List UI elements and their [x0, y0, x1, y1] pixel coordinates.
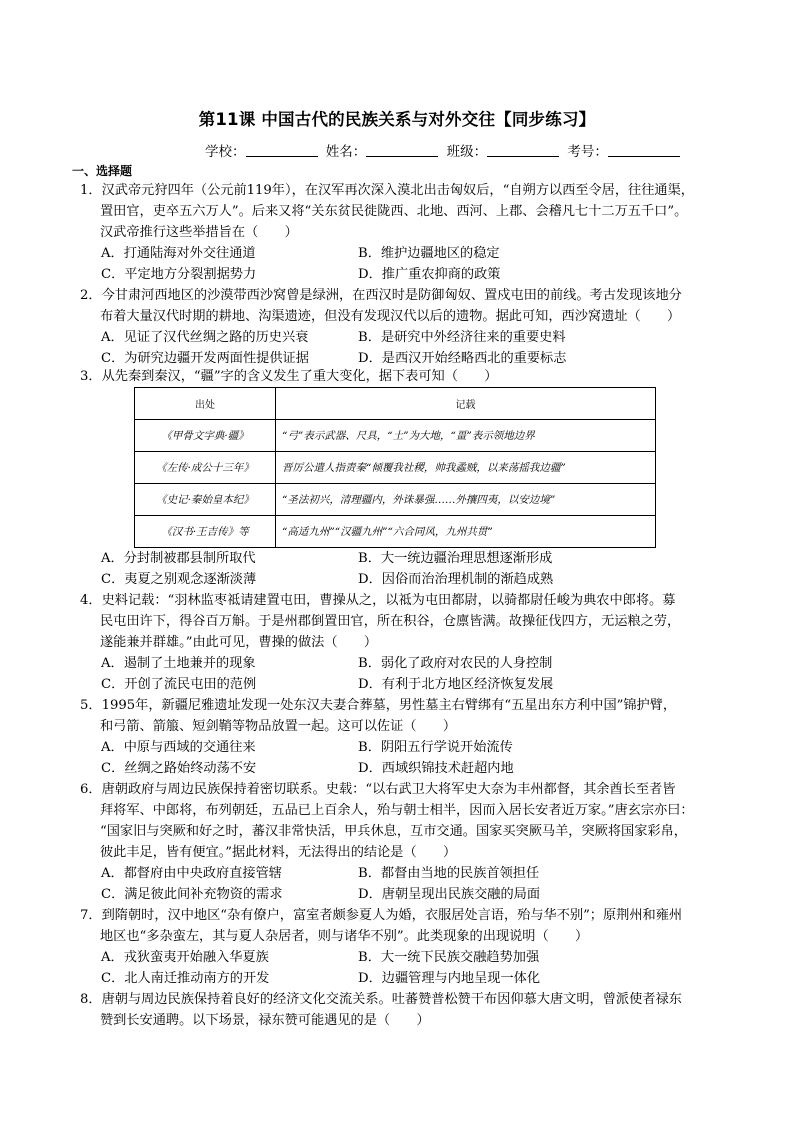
- option-c[interactable]: C．满足彼此间补充物资的需求: [101, 887, 283, 902]
- school-blank[interactable]: [246, 144, 318, 157]
- question-number: 7．: [80, 908, 102, 923]
- question-number: 8．: [80, 992, 102, 1007]
- question-line: 拜将军、中郎将，布列朝廷，五品已上百余人，殆与朝士相半，因而入居长安者近万家。”唐玄宗亦曰：: [100, 803, 694, 818]
- question-line: 和弓箭、箭箙、短剑鞘等物品放置一起。这可以佐证（ ）: [100, 719, 457, 734]
- table-cell-record: 晋厉公遣人指责秦“倾覆我社稷，帅我蟊贼，以来荡摇我边疆”: [276, 452, 656, 484]
- question-line: 5．1995年，新疆尼雅遗址发现一处东汉夫妻合葬墓，男性墓主右臂绑有“五星出东方利中国”锦护臂，: [80, 698, 677, 713]
- table-row: [135, 516, 656, 548]
- option-a[interactable]: A．都督府由中央政府直接管辖: [101, 866, 282, 881]
- option-b[interactable]: B．是研究中外经济往来的重要史料: [358, 330, 566, 345]
- question-8: [80, 989, 730, 1031]
- option-b[interactable]: B．大一统边疆治理思想逐渐形成: [358, 551, 553, 566]
- option-b[interactable]: B．阴阳五行学说开始流传: [358, 740, 513, 755]
- table-cell-source: 《左传·成公十三年》: [135, 452, 276, 484]
- question-5: [80, 695, 730, 737]
- question-7: [80, 905, 730, 947]
- question-6-options: [101, 863, 741, 905]
- option-c[interactable]: C．为研究边疆开发两面性提供证据: [101, 351, 309, 366]
- name-label: 姓名：: [325, 144, 367, 160]
- exam-number-blank[interactable]: [608, 144, 680, 157]
- question-line: 2．今甘肃河西地区的沙漠带西沙窝曾是绿洲，在西汉时是防御匈奴、置戍屯田的前线。考古发现该地分: [80, 288, 682, 303]
- table-row: [135, 452, 656, 484]
- option-c[interactable]: C．丝绸之路始终动荡不安: [101, 761, 257, 776]
- option-b[interactable]: B．维护边疆地区的稳定: [358, 246, 500, 261]
- question-3: [80, 366, 730, 387]
- question-1-options: [101, 243, 741, 285]
- question-line: 6．唐朝政府与周边民族保持着密切联系。史载：“以右武卫大将军史大奈为丰州都督，其余酋长至者皆: [80, 782, 676, 797]
- option-d[interactable]: D．唐朝呈现出民族交融的局面: [358, 887, 541, 902]
- question-line: 汉武帝推行这些举措旨在（ ）: [100, 225, 298, 240]
- question-line: 7．到隋朝时，汉中地区“杂有僚户，富室者颇参夏人为婚，衣服居处言语，殆与华不别”；原荆州和雍州: [80, 908, 683, 923]
- question-line: 8．唐朝与周边民族保持着良好的经济文化交流关系。吐蕃赞普松赞干布因仰慕大唐文明，曾派使者禄东: [80, 992, 682, 1007]
- table-header-row: [135, 388, 656, 420]
- option-c[interactable]: C．开创了流民屯田的范例: [101, 677, 257, 692]
- question-line: “国家旧与突厥和好之时，蕃汉非常快活，甲兵休息，互市交通。国家买突厥马羊，突厥将国家彩帛，: [100, 824, 687, 839]
- question-number: 1．: [80, 183, 102, 198]
- question-number: 2．: [80, 288, 102, 303]
- question-line: 1．汉武帝元狩四年（公元前119年），在汉军再次深入漠北出击匈奴后，“自朔方以西至令居，往往通渠，: [80, 183, 694, 198]
- class-blank[interactable]: [487, 144, 559, 157]
- school-label: 学校：: [205, 144, 246, 160]
- option-b[interactable]: B．弱化了政府对农民的人身控制: [358, 656, 553, 671]
- question-6: [80, 779, 730, 863]
- table-cell-record: “弓”表示武器、尺具，“土”为大地，“畺”表示领地边界: [276, 420, 656, 452]
- question-4: [80, 590, 730, 653]
- option-c[interactable]: C．夷夏之别观念逐渐淡薄: [101, 572, 257, 587]
- question-line: 3．从先秦到秦汉，“疆”字的含义发生了重大变化，据下表可知（ ）: [80, 369, 498, 384]
- option-c[interactable]: C．平定地方分裂割据势力: [101, 267, 257, 282]
- option-d[interactable]: D．是西汉开始经略西北的重要标志: [358, 351, 567, 366]
- question-number: 5．: [80, 698, 102, 713]
- name-blank[interactable]: [366, 144, 438, 157]
- question-line: 置田官，吏卒五六万人”。后来又将“关东贫民徙陇西、北地、西河、上郡、会稽凡七十二万五千口”。: [100, 204, 688, 219]
- question-number: 4．: [80, 593, 102, 608]
- question-line: 地区也“多杂蛮左，其与夏人杂居者，则与诸华不别”。此类现象的出现说明（ ）: [100, 929, 589, 944]
- option-a[interactable]: A．中原与西域的交通往来: [101, 740, 256, 755]
- table-header: 记载: [276, 388, 656, 420]
- option-d[interactable]: D．推广重农抑商的政策: [358, 267, 501, 282]
- table-cell-record: “高适九州”“汉疆九州”“六合同风，九州共贯”: [276, 516, 656, 548]
- exam-number-label: 考号：: [567, 144, 608, 160]
- option-a[interactable]: A．戎狄蛮夷开始融入华夏族: [101, 950, 269, 965]
- option-b[interactable]: B．大一统下民族交融趋势加强: [358, 950, 540, 965]
- option-a[interactable]: A．分封制被郡县制所取代: [101, 551, 256, 566]
- question-3-options: [101, 548, 741, 590]
- class-label: 班级：: [446, 144, 488, 160]
- table-cell-source: 《汉书·王吉传》等: [135, 516, 276, 548]
- question-7-options: [101, 947, 741, 989]
- question-line: 赞到长安通聘。以下场景，禄东赞可能遇见的是（ ）: [100, 1013, 430, 1028]
- option-a[interactable]: A．遏制了土地兼并的现象: [101, 656, 256, 671]
- table-cell-source: 《史记·秦始皇本纪》: [135, 484, 276, 516]
- option-d[interactable]: D．西域织锦技术赶超内地: [358, 761, 514, 776]
- table-header: 出处: [135, 388, 276, 420]
- question-line: 4．史料记载：“羽林监枣祗请建置屯田，曹操从之，以祗为屯田都尉，以骑都尉任峻为典农中郎将。募: [80, 593, 676, 608]
- question-line: 布着大量汉代时期的耕地、沟渠遗迹，但没有发现汉代以后的遗物。据此可知，西沙窝遗址（ ）: [100, 309, 681, 324]
- table-row: [135, 484, 656, 516]
- option-c[interactable]: C．北人南迁推动南方的开发: [101, 971, 270, 986]
- question-1: [80, 180, 730, 243]
- question-2-options: [101, 327, 741, 369]
- option-d[interactable]: D．因俗而治治理机制的渐趋成熟: [358, 572, 554, 587]
- question-line: 遂能兼并群雄。”由此可见，曹操的做法（ ）: [100, 635, 378, 650]
- question-number: 3．: [80, 369, 102, 384]
- question-line: 彼此丰足，皆有便宜。”据此材料，无法得出的结论是（ ）: [100, 845, 457, 860]
- table-cell-record: “圣法初兴，清理疆内，外诛暴强……外攘四夷，以安边境”: [276, 484, 656, 516]
- section-heading: 一、选择题: [72, 164, 133, 178]
- table-row: [135, 420, 656, 452]
- question-number: 6．: [80, 782, 102, 797]
- page-title: 第11课 中国古代的民族关系与对外交往【同步练习】: [198, 110, 596, 129]
- option-d[interactable]: D．边疆管理与内地呈现一体化: [358, 971, 541, 986]
- option-d[interactable]: D．有利于北方地区经济恢复发展: [358, 677, 554, 692]
- option-a[interactable]: A．打通陆海对外交往通道: [101, 246, 256, 261]
- question-4-options: [101, 653, 741, 695]
- question-line: 民屯田许下，得谷百万斛。于是州郡倒置田官，所在积谷，仓廪皆满。故操征伐四方，无运粮之劳，: [100, 614, 681, 629]
- student-info-line: [205, 140, 684, 160]
- table-cell-source: 《甲骨文字典·疆》: [135, 420, 276, 452]
- option-b[interactable]: B．都督由当地的民族首领担任: [358, 866, 540, 881]
- source-table: [134, 387, 656, 548]
- option-a[interactable]: A．见证了汉代丝绸之路的历史兴衰: [101, 330, 309, 345]
- question-5-options: [101, 737, 741, 779]
- question-2: [80, 285, 730, 327]
